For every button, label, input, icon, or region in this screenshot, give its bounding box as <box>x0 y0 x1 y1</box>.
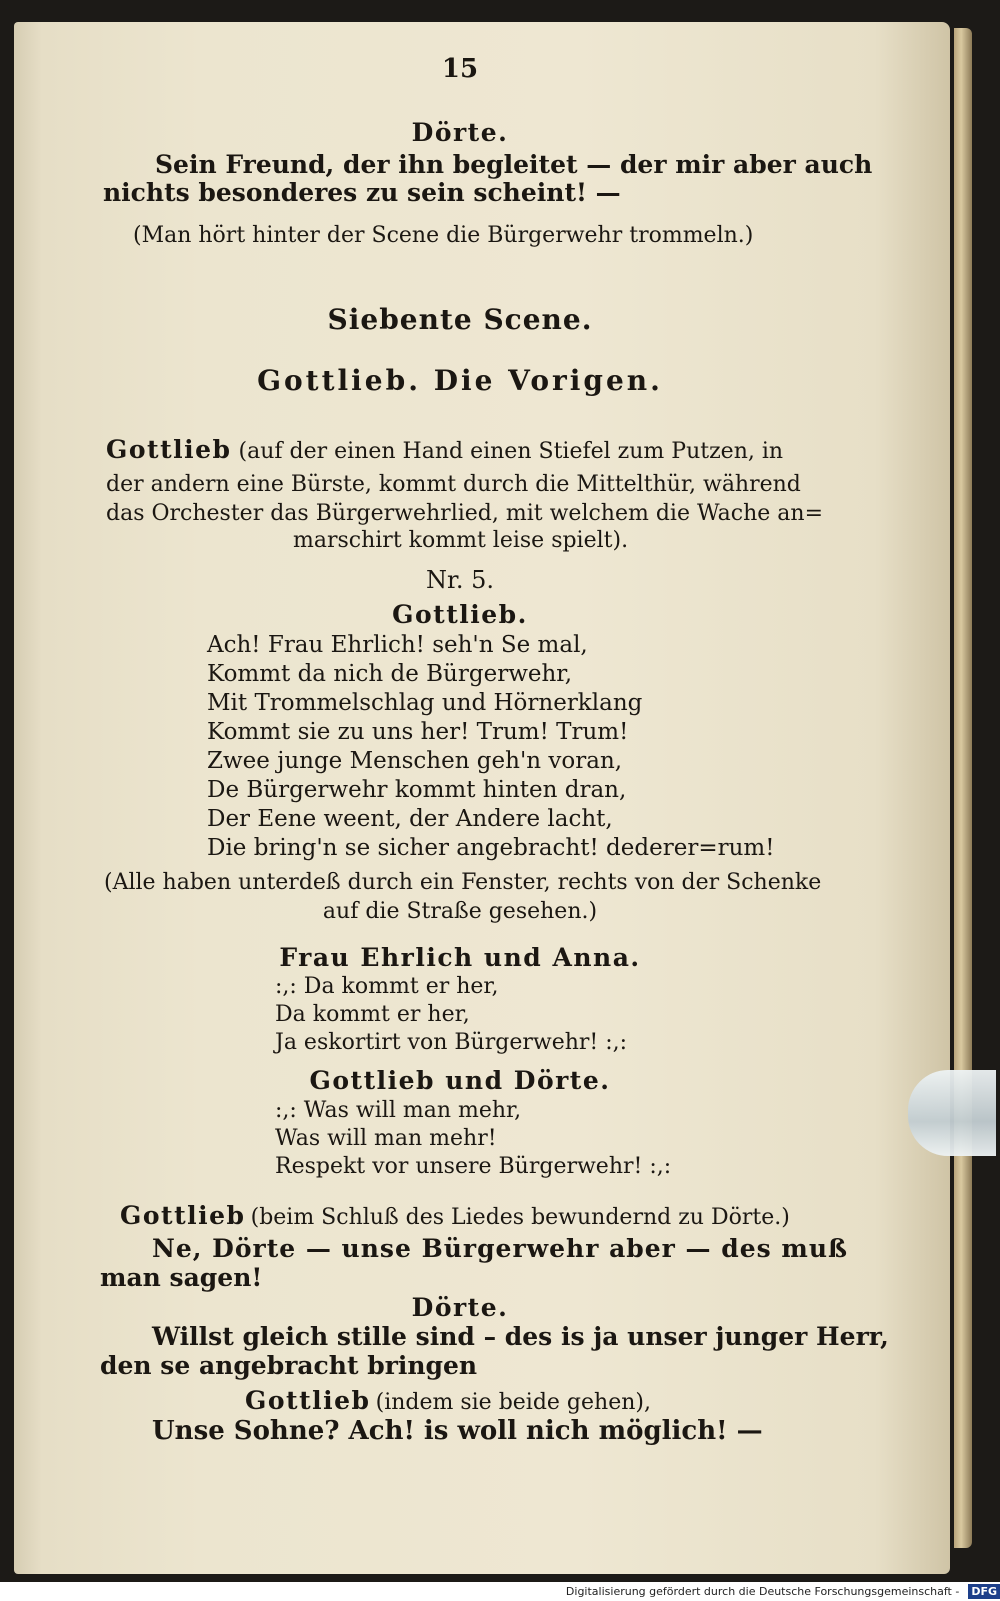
speaker-gottlieb: Gottlieb. <box>392 600 528 629</box>
speaker-doerte: Dörte. <box>411 1293 509 1322</box>
verse-line: :,: Was will man mehr, <box>275 1098 522 1123</box>
stage-direction: (Man hört hinter der Scene die Bürgerwehr trommeln.) <box>133 223 754 248</box>
stage-direction-text: (auf der einen Hand einen Stiefel zum Putzen, in <box>238 439 784 464</box>
verse-line: Respekt vor unsere Bürgerwehr! :,: <box>275 1154 672 1179</box>
page-clip <box>908 1070 996 1156</box>
stage-direction <box>106 437 783 463</box>
verse-line: Mit Trommelschlag und Hörnerklang <box>207 690 643 716</box>
footer-text: Digitalisierung gefördert durch die Deutsche Forschungsgemeinschaft - <box>565 1585 960 1598</box>
dialogue-line: Ne, Dörte — unse Bürgerwehr aber — des muß <box>152 1234 849 1263</box>
stage-direction: der andern eine Bürste, kommt durch die Mittelthür, während <box>106 472 801 497</box>
verse-line: Die bring'n se sicher angebracht! dederer=rum! <box>207 835 775 861</box>
speaker-gottlieb-doerte: Gottlieb und Dörte. <box>309 1066 611 1095</box>
page-number: 15 <box>441 54 479 84</box>
scene-characters: Gottlieb. Die Vorigen. <box>257 364 663 397</box>
speaker-gottlieb: Gottlieb <box>106 435 232 464</box>
verse-line: Was will man mehr! <box>275 1126 497 1151</box>
stage-direction: marschirt kommt leise spielt). <box>293 528 629 553</box>
speaker-gottlieb: Gottlieb <box>120 1201 246 1230</box>
digitization-footer <box>0 1582 1000 1601</box>
dialogue-line: Willst gleich stille sind – des is ja unser junger Herr, <box>152 1322 889 1351</box>
verse-line: Der Eene weent, der Andere lacht, <box>207 806 613 832</box>
dfg-logo: DFG <box>968 1584 1000 1599</box>
verse-line: Da kommt er her, <box>275 1002 470 1027</box>
scene-title: Siebente Scene. <box>327 303 593 336</box>
dialogue-line: nichts besonderes zu sein scheint! — <box>103 178 621 207</box>
speaker-doerte: Dörte. <box>411 118 509 147</box>
verse-line: Ach! Frau Ehrlich! seh'n Se mal, <box>207 632 588 658</box>
dialogue-line: man sagen! <box>100 1263 263 1292</box>
stage-direction: (beim Schluß des Liedes bewundernd zu Dörte.) <box>250 1205 790 1230</box>
speaker-frau-ehrlich-anna: Frau Ehrlich und Anna. <box>279 943 641 972</box>
stage-direction: auf die Straße gesehen.) <box>322 899 598 924</box>
verse-line: Ja eskortirt von Bürgerwehr! :,: <box>275 1030 628 1055</box>
dialogue-line: Unse Sohne? Ach! is woll nich möglich! — <box>152 1416 763 1446</box>
stage-direction: (indem sie beide gehen), <box>375 1390 651 1415</box>
verse-line: Kommt da nich de Bürgerwehr, <box>207 661 573 687</box>
verse-line: Kommt sie zu uns her! Trum! Trum! <box>207 719 629 745</box>
stage-direction: (Alle haben unterdeß durch ein Fenster, rechts von der Schenke <box>104 870 822 895</box>
speaker-line <box>245 1388 651 1414</box>
speaker-line <box>120 1203 790 1229</box>
speaker-gottlieb: Gottlieb <box>245 1386 371 1415</box>
dialogue-line: Sein Freund, der ihn begleitet — der mir aber auch <box>155 150 873 179</box>
verse-line: :,: Da kommt er her, <box>275 974 499 999</box>
page-edge <box>954 28 972 1548</box>
stage-direction: das Orchester das Bürgerwehrlied, mit welchem die Wache an= <box>106 501 824 526</box>
song-number: Nr. 5. <box>426 566 494 594</box>
verse-line: Zwee junge Menschen geh'n voran, <box>207 748 623 774</box>
dialogue-line: den se angebracht bringen <box>100 1351 478 1380</box>
verse-line: De Bürgerwehr kommt hinten dran, <box>207 777 627 803</box>
